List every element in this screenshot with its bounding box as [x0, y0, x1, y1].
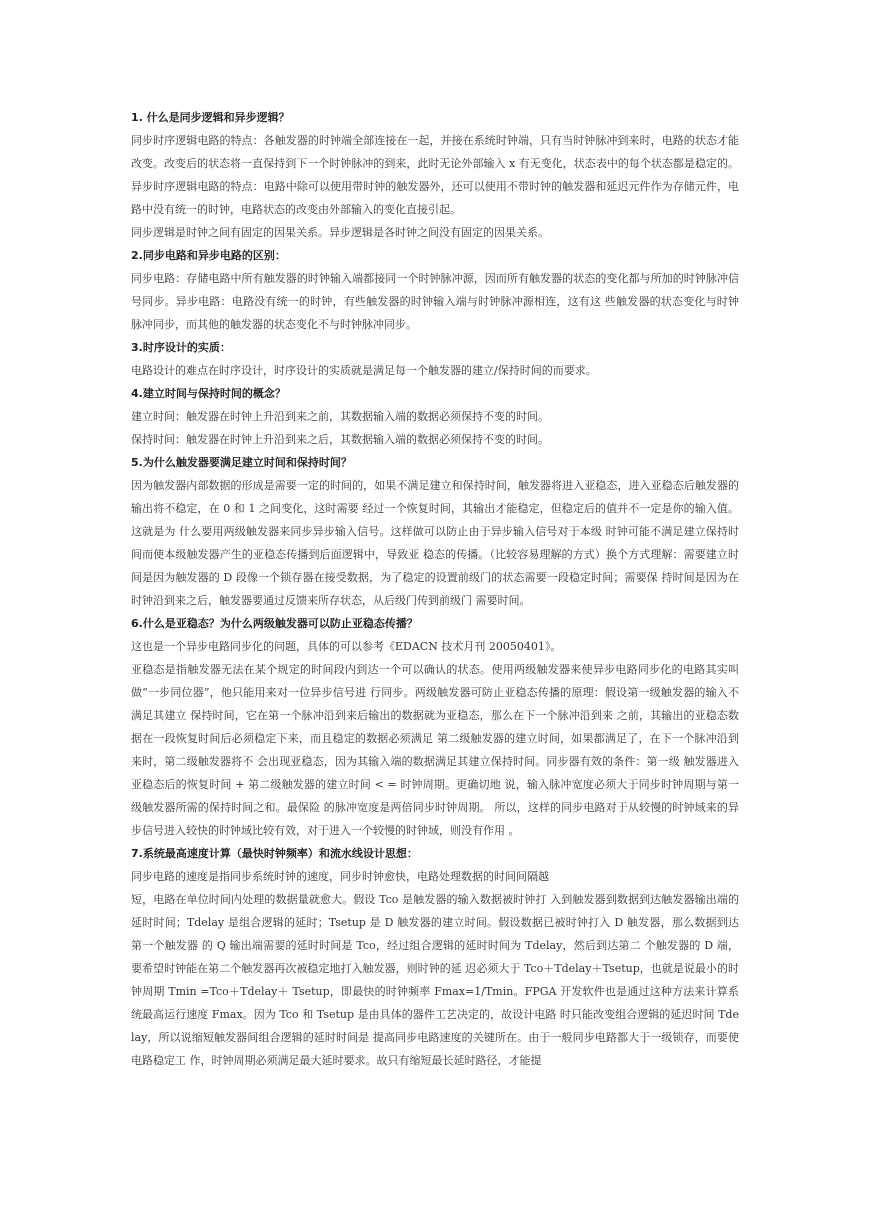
- section-2-paragraph-1: 同步电路：存储电路中所有触发器的时钟输入端都接同一个时钟脉冲源，因而所有触发器的状态的变化都与所加的时钟脉冲信号同步。异步电路：电路没有统一的时钟，有些触发器的时钟输入端与时钟脉冲源相连，这有这 些触发器的状态变化与时钟脉冲同步，而其他的触发器的状态变化不与时钟脉冲同步。: [131, 272, 739, 331]
- section-7-heading: 7.系统最高速度计算（最快时钟频率）和流水线设计思想：: [131, 847, 418, 860]
- section-1-heading: 1. 什么是同步逻辑和异步逻辑？: [131, 111, 290, 124]
- section-4-paragraph-2: 保持时间：触发器在时钟上升沿到来之后，其数据输入端的数据必须保持不变的时间。: [131, 433, 549, 446]
- section-5-heading: 5.为什么触发器要满足建立时间和保持时间？: [131, 456, 352, 469]
- section-4-paragraph-1: 建立时间：触发器在时钟上升沿到来之前，其数据输入端的数据必须保持不变的时间。: [131, 410, 549, 423]
- section-3-heading: 3.时序设计的实质：: [131, 341, 231, 354]
- section-1-paragraph-2: 同步逻辑是时钟之间有固定的因果关系。异步逻辑是各时钟之间没有固定的因果关系。: [131, 226, 549, 239]
- document-page: [131, 106, 739, 1072]
- section-2-heading: 2.同步电路和异步电路的区别：: [131, 249, 286, 262]
- section-3-paragraph-1: 电路设计的难点在时序设计，时序设计的实质就是满足每一个触发器的建立/保持时间的而要求。: [131, 364, 597, 377]
- section-6-paragraph-2: 亚稳态是指触发器无法在某个规定的时间段内到达一个可以确认的状态。使用两级触发器来使异步电路同步化的电路其实叫做“一步同位器”，他只能用来对一位异步信号进 行同步。两级触发器可防止亚稳态传播的原理：假设第一级触发器的输入不满足其建立 保持时间，它在第一个脉冲沿到来后输出的数据就为亚稳态，那么在下一个脉冲沿到来 之前，其输出的亚稳态数据在一段恢复时间后必须稳定下来，而且稳定的数据必须满足 第二级触发器的建立时间，如果都满足了，在下一个脉冲沿到来时，第二级触发器将不 会出现亚稳态，因为其输入端的数据满足其建立保持时间。同步器有效的条件：第一级 触发器进入亚稳态后的恢复时间 + 第二级触发器的建立时间 < = 时钟周期。更确切地 说，输入脉冲宽度必须大于同步时钟周期与第一级触发器所需的保持时间之和。最保险 的脉冲宽度是两倍同步时钟周期。 所以，这样的同步电路对于从较慢的时钟域来的异 步信号进入较快的时钟域比较有效，对于进入一个较慢的时钟域，则没有作用 。: [131, 663, 739, 837]
- section-6-paragraph-1: 这也是一个异步电路同步化的问题，具体的可以参考《EDACN 技术月刊 20050401》。: [131, 640, 562, 653]
- section-7-paragraph-1: 同步电路的速度是指同步系统时钟的速度，同步时钟愈快，电路处理数据的时间间隔越: [131, 870, 549, 883]
- section-4-heading: 4.建立时间与保持时间的概念？: [131, 387, 286, 400]
- section-7-paragraph-2: 短，电路在单位时间内处理的数据量就愈大。假设 Tco 是触发器的输入数据被时钟打 入到触发器到数据到达触发器输出端的延时时间；Tdelay 是组合逻辑的延时；Tsetup 是 D 触发器的建立时间。假设数据已被时钟打入 D 触发器，那么数据到达第一个触发器 的 Q 输出端需要的延时时间是 Tco，经过组合逻辑的延时时间为 Tdelay，然后到达第二 个触发器的 D 端，要希望时钟能在第二个触发器再次被稳定地打入触发器，则时钟的延 迟必须大于 Tco＋Tdelay＋Tsetup，也就是说最小的时钟周期 Tmin =Tco＋Tdelay＋ Tsetup，即最快的时钟频率 Fmax=1/Tmin。FPGA 开发软件也是通过这种方法来计算系 统最高运行速度 Fmax。因为 Tco 和 Tsetup 是由具体的器件工艺决定的，故设计电路 时只能改变组合逻辑的延迟时间 Tdelay，所以说缩短触发器间组合逻辑的延时时间是 提高同步电路速度的关键所在。由于一般同步电路都大于一级锁存，而要使电路稳定工 作，时钟周期必须满足最大延时要求。故只有缩短最长延时路径，才能提: [131, 893, 740, 1067]
- section-6-heading: 6.什么是亚稳态？为什么两级触发器可以防止亚稳态传播？: [131, 617, 418, 630]
- section-5-paragraph-1: 因为触发器内部数据的形成是需要一定的时间的，如果不满足建立和保持时间，触发器将进入亚稳态，进入亚稳态后触发器的输出将不稳定，在 0 和 1 之间变化，这时需要 经过一个恢复时间，其输出才能稳定，但稳定后的值并不一定是你的输入值。这就是为 什么要用两级触发器来同步异步输入信号。这样做可以防止由于异步输入信号对于本级 时钟可能不满足建立保持时间而使本级触发器产生的亚稳态传播到后面逻辑中，导致亚 稳态的传播。（比较容易理解的方式）换个方式理解：需要建立时间是因为触发器的 D 段像一个锁存器在接受数据，为了稳定的设置前级门的状态需要一段稳定时间；需要保 持时间是因为在时钟沿到来之后，触发器要通过反馈来所存状态，从后级门传到前级门 需要时间。: [131, 479, 739, 607]
- section-1-paragraph-1: 同步时序逻辑电路的特点：各触发器的时钟端全部连接在一起，并接在系统时钟端，只有当时钟脉冲到来时，电路的状态才能改变。改变后的状态将一直保持到下一个时钟脉冲的到来，此时无论外部输入 x 有无变化，状态表中的每个状态都是稳定的。异步时序逻辑电路的特点：电路中除可以使用带时钟的触发器外，还可以使用不带时钟的触发器和延迟元件作为存储元件，电路中没有统一的时钟，电路状态的改变由外部输入的变化直接引起。: [131, 134, 739, 216]
